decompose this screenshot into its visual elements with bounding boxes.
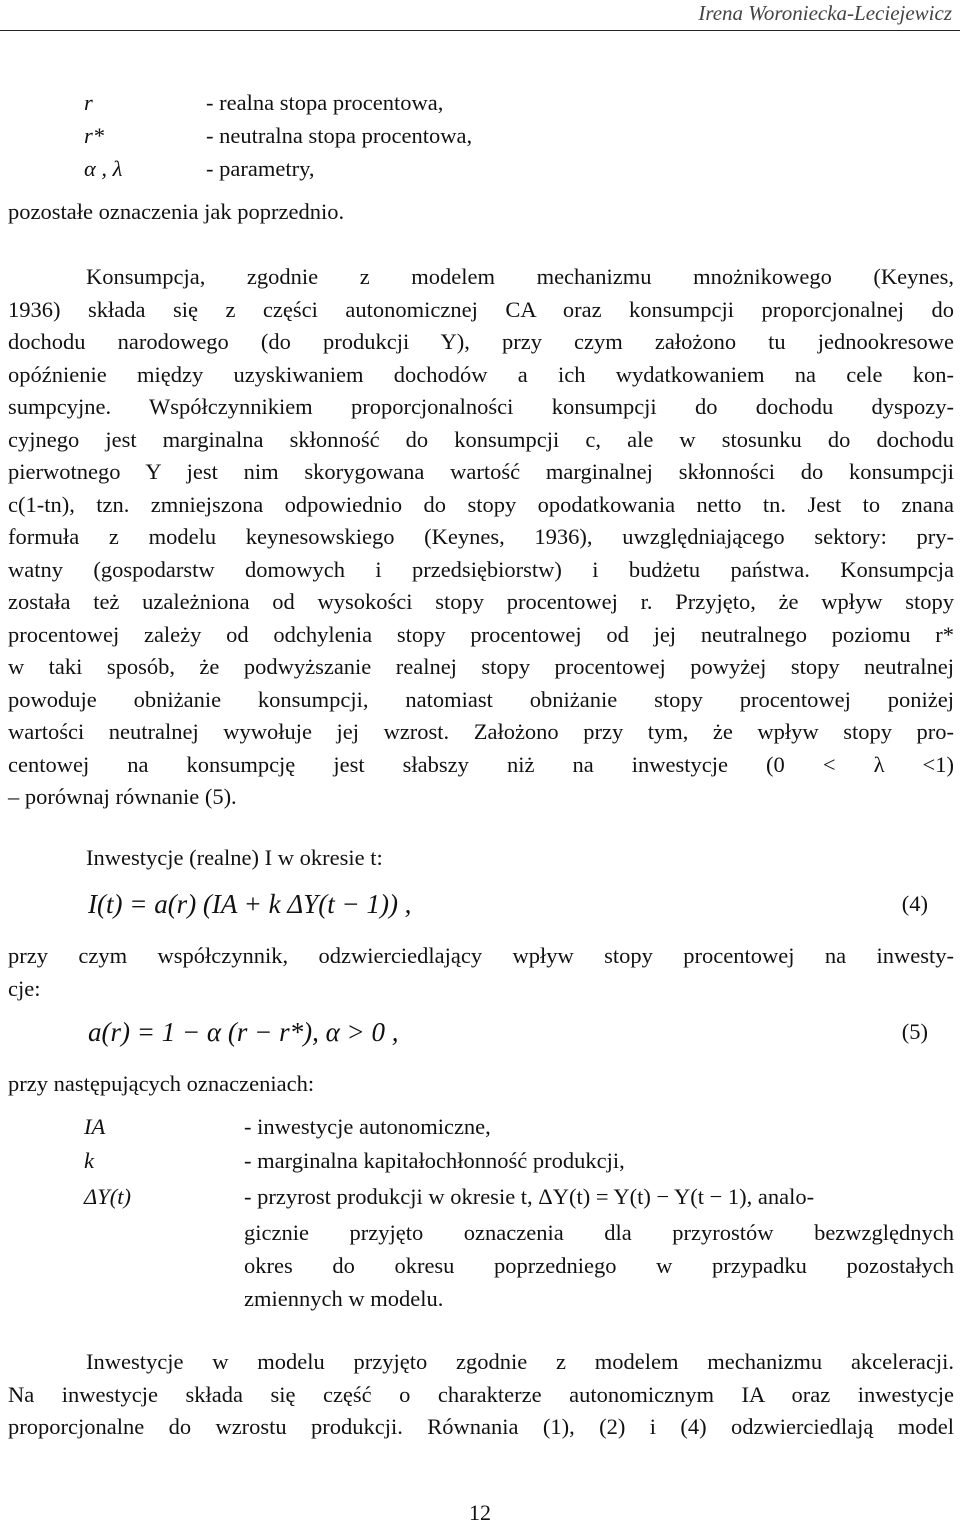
text-line: powoduje obniżanie konsumpcji, natomiast obniżanie stopy procentowej poniżej <box>8 686 954 712</box>
text-line: pozostałe oznaczenia jak poprzednio. <box>8 199 345 224</box>
page-number: 12 <box>469 1500 491 1525</box>
investment-intro <box>86 842 946 875</box>
definition-text: - inwestycje autonomiczne, <box>244 1114 491 1139</box>
definition-text: - neutralna stopa procentowa, <box>206 123 473 148</box>
definition-symbol: α , λ <box>84 156 123 181</box>
text-line: Inwestycje w modelu przyjęto zgodnie z modelem mechanizmu akceleracji. <box>86 1349 954 1374</box>
text-line: gicznie przyjęto oznaczenia dla przyrostów bezwzględnych <box>244 1220 954 1245</box>
definition-row <box>84 1178 954 1216</box>
running-header: Irena Woroniecka-Leciejewicz <box>698 1 952 25</box>
text-line: cyjnego jest marginalna skłonność do konsumpcji c, ale w stosunku do dochodu <box>8 426 954 452</box>
text-line: opóźnienie między uzyskiwaniem dochodów a ich wydatkowaniem na cele kon- <box>8 361 954 387</box>
definition-text: - realna stopa procentowa, <box>206 90 444 115</box>
text-line: cje: <box>8 975 41 1001</box>
definition-text: - przyrost produkcji w okresie t, ΔY(t) = Y(t) − Y(t − 1), analo- <box>244 1184 815 1209</box>
definition-symbol: r* <box>84 123 105 148</box>
text-line: watny (gospodarstw domowych i przedsiębiorstw) i budżetu państwa. Konsumpcja <box>8 556 954 582</box>
equation-number: (4) <box>901 891 928 916</box>
definitions-bottom <box>84 1110 954 1216</box>
definition-row <box>84 1110 954 1144</box>
text-line: Na inwestycje składa się część o charakterze autonomicznym IA oraz inwestycje <box>8 1381 954 1407</box>
text-line: przy czym współczynnik, odzwierciedlający wpływ stopy procentowej na inwesty- <box>8 943 954 968</box>
definition-text: - marginalna kapitałochłonność produkcji, <box>244 1148 625 1173</box>
text-line: – porównaj równanie (5). <box>8 784 237 809</box>
text-line: zmiennych w modelu. <box>244 1286 444 1311</box>
equation-formula: I(t) = a(r) (IA + k ΔY(t − 1)) , <box>88 889 412 919</box>
equation-number: (5) <box>901 1019 928 1044</box>
text-line: pierwotnego Y jest nim skorygowana wartość marginalnej skłonności do konsumpcji <box>8 459 954 484</box>
text-line: Konsumpcja, zgodnie z modelem mechanizmu mnożnikowego (Keynes, <box>86 264 954 289</box>
text-line: wartości neutralnej wywołuje jej wzrost. Założono przy tym, że wpływ stopy pro- <box>8 719 954 744</box>
equation-formula: a(r) = 1 − α (r − r*), α > 0 , <box>88 1017 399 1047</box>
definition-continuation <box>244 1216 954 1315</box>
definition-row <box>84 1144 954 1178</box>
notation-intro <box>8 1068 954 1101</box>
definition-text: - parametry, <box>206 156 315 181</box>
text-line: Inwestycje (realne) I w okresie t: <box>86 845 383 870</box>
text-line: w taki sposób, że podwyższanie realnej stopy procentowej powyżej stopy neutralnej <box>8 654 954 679</box>
definition-symbol: r <box>84 90 93 115</box>
text-line: formuła z modelu keynesowskiego (Keynes, 1936), uwzględniającego sektory: pry- <box>8 524 954 549</box>
text-line: centowej na konsumpcję jest słabszy niż na inwestycje (0 < λ <1) <box>8 751 954 777</box>
header-rule <box>0 30 960 31</box>
text-line: c(1-tn), tzn. zmniejszona odpowiednio do stopy opodatkowania netto tn. Jest to znana <box>8 491 954 517</box>
text-line: została też uzależniona od wysokości stopy procentowej r. Przyjęto, że wpływ stopy <box>8 589 954 614</box>
text-line: sumpcyjne. Współczynnikiem proporcjonalności konsumpcji do dochodu dyspozy- <box>8 394 954 419</box>
paragraph-consumption <box>8 261 954 814</box>
paragraph-investment-model <box>8 1346 954 1444</box>
text-line: przy następujących oznaczeniach: <box>8 1071 315 1096</box>
text-line: 1936) składa się z części autonomicznej CA oraz konsumpcji proporcjonalnej do <box>8 296 954 322</box>
paragraph-coefficient <box>8 940 954 1005</box>
remark-line <box>8 196 954 229</box>
text-line: procentowej zależy od odchylenia stopy procentowej od jej neutralnego poziomu r* <box>8 621 954 647</box>
text-line: proporcjonalne do wzrostu produkcji. Równania (1), (2) i (4) odzwierciedlają model <box>8 1414 954 1439</box>
text-line: okres do okresu poprzedniego w przypadku pozostałych <box>244 1253 954 1278</box>
definition-symbol: k <box>84 1148 94 1173</box>
equation-5 <box>88 1012 946 1052</box>
definition-symbol: IA <box>84 1114 106 1139</box>
definition-symbol: ΔY(t) <box>84 1184 131 1209</box>
equation-4 <box>88 884 946 924</box>
text-line: dochodu narodowego (do produkcji Y), przy czym założono tu jednookresowe <box>8 329 954 354</box>
